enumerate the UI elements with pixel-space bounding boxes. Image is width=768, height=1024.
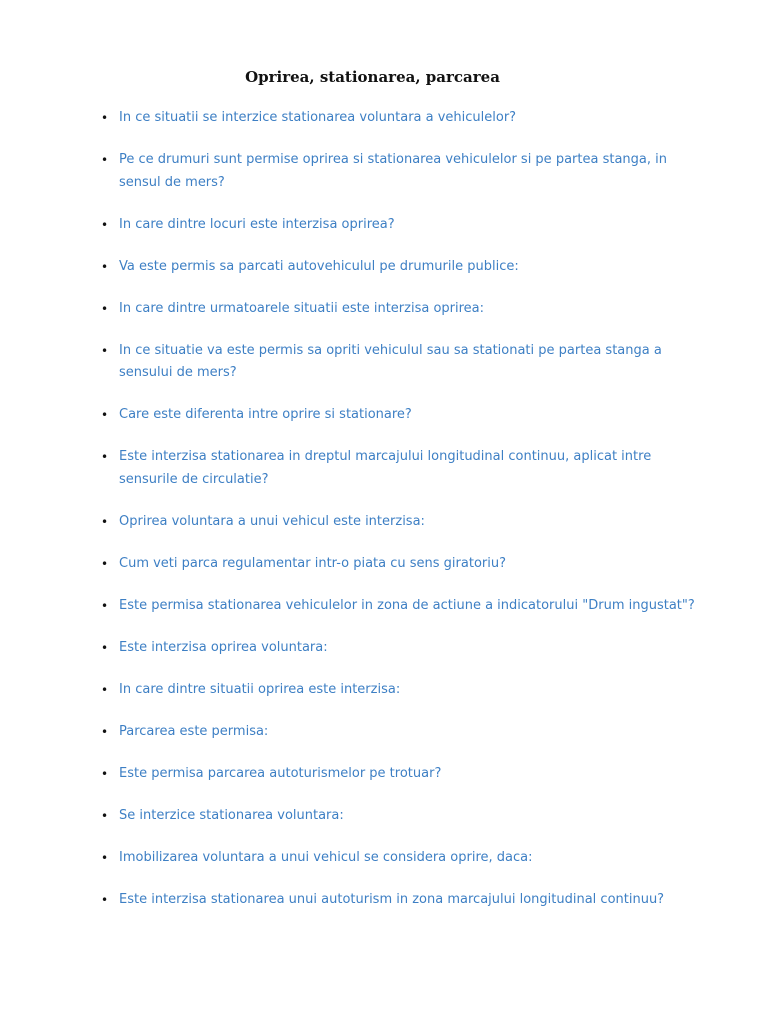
question-link[interactable]: In care dintre urmatoarele situatii este interzisa oprirea: [119, 300, 485, 316]
question-link[interactable]: Este interzisa oprirea voluntara: [119, 639, 328, 655]
bullet-icon: • [101, 556, 109, 571]
bullet-icon: • [101, 259, 109, 274]
bullet-icon: • [101, 408, 109, 422]
question-link[interactable]: Care este diferenta intre oprire si stationare? [119, 407, 412, 422]
question-link[interactable]: Imobilizarea voluntara a unui vehicul se considera oprire, daca: [119, 849, 533, 865]
bullet-icon: • [101, 450, 109, 464]
question-link[interactable]: In ce situatii se interzice stationarea voluntara a vehiculelor? [119, 110, 517, 125]
bullet-icon: • [101, 724, 109, 739]
bullet-icon: • [101, 343, 109, 358]
bullet-icon: • [101, 598, 109, 613]
question-link[interactable]: Va este permis sa parcati autovehiculul pe drumurile publice: [119, 258, 519, 274]
list-item [101, 404, 704, 427]
bullet-icon: • [101, 153, 109, 167]
list-item [101, 256, 704, 279]
list-item [101, 805, 704, 828]
question-link[interactable]: In care dintre situatii oprirea este interzisa: [119, 681, 401, 697]
question-link[interactable]: Se interzice stationarea voluntara: [119, 807, 344, 823]
list-item [101, 553, 704, 576]
list-item [101, 149, 704, 194]
bullet-icon: • [101, 111, 109, 125]
list-item [101, 721, 704, 744]
question-link[interactable]: Este interzisa stationarea unui autoturism in zona marcajului longitudinal continuu? [119, 891, 665, 907]
bullet-icon: • [101, 514, 109, 529]
list-item [101, 847, 704, 870]
question-link[interactable]: Pe ce drumuri sunt permise oprirea si stationarea vehiculelor si pe partea stanga, in sensul de mers? [119, 152, 667, 190]
list-item [101, 889, 704, 912]
question-link[interactable]: Parcarea este permisa: [119, 723, 269, 739]
list-item [101, 340, 704, 385]
bullet-icon: • [101, 640, 109, 655]
question-link[interactable]: In ce situatie va este permis sa opriti vehiculul sau sa stationati pe partea stanga a sensului de mers? [119, 342, 662, 380]
list-item [101, 214, 704, 237]
list-item [101, 446, 704, 491]
question-link[interactable]: Oprirea voluntara a unui vehicul este interzisa: [119, 513, 425, 529]
bullet-icon: • [101, 808, 109, 823]
bullet-icon: • [101, 850, 109, 865]
list-item [101, 637, 704, 660]
question-link[interactable]: Cum veti parca regulamentar intr-o piata cu sens giratoriu? [119, 555, 506, 571]
bullet-icon: • [101, 682, 109, 697]
bullet-icon: • [101, 766, 109, 781]
bullet-icon: • [101, 301, 109, 316]
question-link[interactable]: Este permisa stationarea vehiculelor in zona de actiune a indicatorului "Drum ingustat"? [119, 597, 695, 613]
list-item [101, 298, 704, 321]
list-item [101, 511, 704, 534]
question-link[interactable]: Este interzisa stationarea in dreptul marcajului longitudinal continuu, aplicat intre sensurile de circulatie? [119, 449, 652, 487]
list-item [101, 763, 704, 786]
list-item [101, 107, 704, 130]
bullet-icon: • [101, 892, 109, 907]
question-list [101, 107, 704, 931]
bullet-icon: • [101, 217, 109, 232]
question-link[interactable]: Este permisa parcarea autoturismelor pe trotuar? [119, 765, 442, 781]
list-item [101, 679, 704, 702]
list-item [101, 595, 704, 618]
question-link[interactable]: In care dintre locuri este interzisa oprirea? [119, 216, 395, 232]
page-title: Oprirea, stationarea, parcarea [245, 68, 500, 86]
